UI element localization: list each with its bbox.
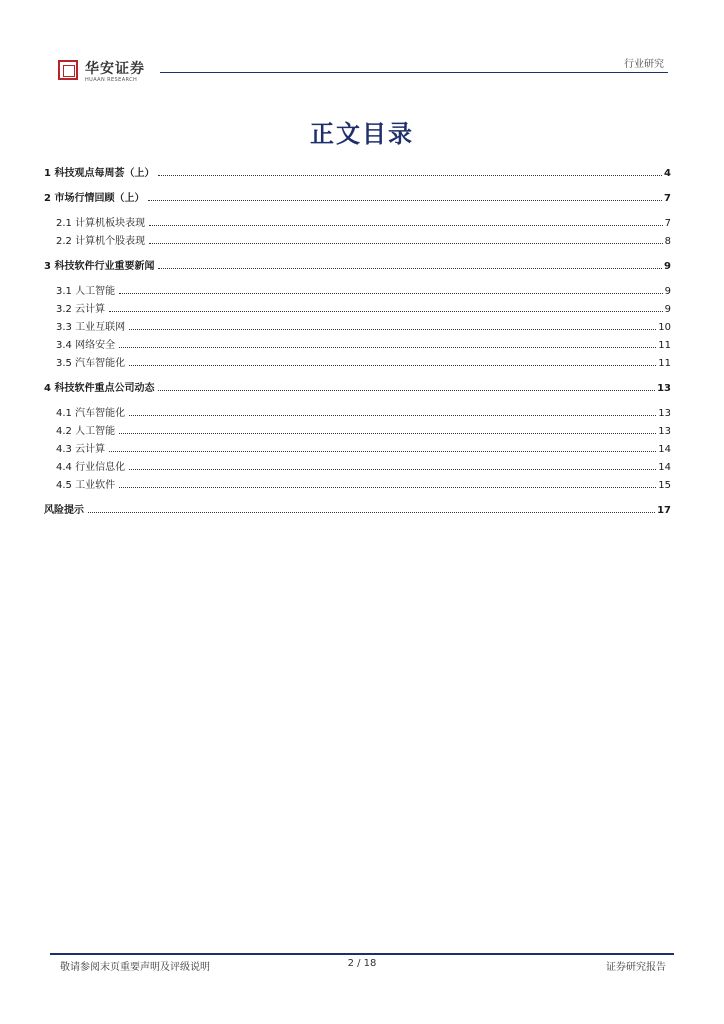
toc-entry-page: 13 [658, 426, 671, 437]
toc-entry[interactable] [56, 285, 671, 299]
toc-leader-dots [119, 433, 656, 434]
toc-leader-dots [149, 243, 663, 244]
toc-entry-page: 9 [664, 304, 671, 315]
toc-entry-page: 4 [664, 168, 671, 179]
document-type-label: 行业研究 [624, 59, 664, 70]
toc-entry[interactable] [44, 260, 671, 274]
toc-entry[interactable] [56, 479, 671, 493]
toc-entry-page: 17 [657, 505, 671, 516]
toc-entry-page: 9 [664, 261, 671, 272]
toc-entry-page: 7 [664, 193, 671, 204]
toc-leader-dots [119, 293, 663, 294]
toc-entry[interactable] [56, 303, 671, 317]
logo-english-name: HUAAN RESEARCH [85, 77, 138, 83]
toc-entry[interactable] [56, 217, 671, 231]
toc-leader-dots [119, 487, 656, 488]
footer-divider [50, 953, 674, 955]
toc-entry-label: 3.4 网络安全 [56, 340, 116, 351]
logo-seal-icon [58, 60, 78, 80]
footer-report-type: 证券研究报告 [606, 962, 666, 973]
toc-leader-dots [158, 175, 662, 176]
toc-entry-label: 4.3 云计算 [56, 444, 106, 455]
toc-entry-label: 4.5 工业软件 [56, 480, 116, 491]
toc-leader-dots [119, 347, 656, 348]
toc-entry-page: 10 [658, 322, 671, 333]
toc-entry-label: 3.5 汽车智能化 [56, 358, 126, 369]
logo-chinese-name: 华安证券 [85, 61, 145, 77]
toc-entry-label: 风险提示 [44, 505, 84, 516]
toc-leader-dots [129, 365, 656, 366]
toc-leader-dots [129, 469, 656, 470]
toc-entry[interactable] [44, 504, 671, 518]
toc-leader-dots [129, 329, 656, 330]
toc-entry-label: 3.3 工业互联网 [56, 322, 126, 333]
toc-leader-dots [148, 200, 662, 201]
company-logo [58, 60, 168, 88]
toc-entry[interactable] [56, 443, 671, 457]
toc-leader-dots [109, 311, 663, 312]
toc-entry-label: 2.1 计算机板块表现 [56, 218, 146, 229]
toc-entry-page: 14 [658, 462, 671, 473]
toc-entry-label: 3 科技软件行业重要新闻 [44, 261, 155, 272]
toc-entry-label: 2 市场行情回顾（上） [44, 193, 145, 204]
toc-entry[interactable] [44, 167, 671, 181]
toc-entry[interactable] [56, 321, 671, 335]
toc-entry[interactable] [56, 339, 671, 353]
toc-entry-page: 9 [664, 286, 671, 297]
toc-leader-dots [158, 268, 662, 269]
toc-entry-label: 3.1 人工智能 [56, 286, 116, 297]
toc-leader-dots [158, 390, 655, 391]
toc-leader-dots [88, 512, 655, 513]
toc-entry-label: 3.2 云计算 [56, 304, 106, 315]
toc-title: 正文目录 [310, 120, 414, 148]
page-indicator: 2 / 18 [347, 958, 377, 969]
toc-entry-page: 8 [664, 236, 671, 247]
toc-entry-label: 4.4 行业信息化 [56, 462, 126, 473]
toc-entry-label: 2.2 计算机个股表现 [56, 236, 146, 247]
toc-entry-page: 7 [664, 218, 671, 229]
toc-leader-dots [129, 415, 656, 416]
toc-entry[interactable] [56, 407, 671, 421]
toc-entry-label: 4 科技软件重点公司动态 [44, 383, 155, 394]
header-divider [160, 72, 668, 73]
toc-entry-page: 13 [657, 383, 671, 394]
toc-entry-label: 4.2 人工智能 [56, 426, 116, 437]
toc-entry[interactable] [44, 192, 671, 206]
toc-entry-page: 15 [658, 480, 671, 491]
toc-entry[interactable] [56, 357, 671, 371]
toc-entry[interactable] [56, 235, 671, 249]
toc-leader-dots [149, 225, 663, 226]
toc-entry[interactable] [56, 461, 671, 475]
toc-entry-page: 13 [658, 408, 671, 419]
toc-entry-page: 14 [658, 444, 671, 455]
toc-entry-page: 11 [658, 358, 671, 369]
footer-disclaimer: 敬请参阅末页重要声明及评级说明 [60, 962, 210, 973]
toc-entry[interactable] [44, 382, 671, 396]
toc-entry-label: 4.1 汽车智能化 [56, 408, 126, 419]
toc-entry-label: 1 科技观点每周荟（上） [44, 168, 155, 179]
toc-leader-dots [109, 451, 656, 452]
toc-entry-page: 11 [658, 340, 671, 351]
toc-entry[interactable] [56, 425, 671, 439]
